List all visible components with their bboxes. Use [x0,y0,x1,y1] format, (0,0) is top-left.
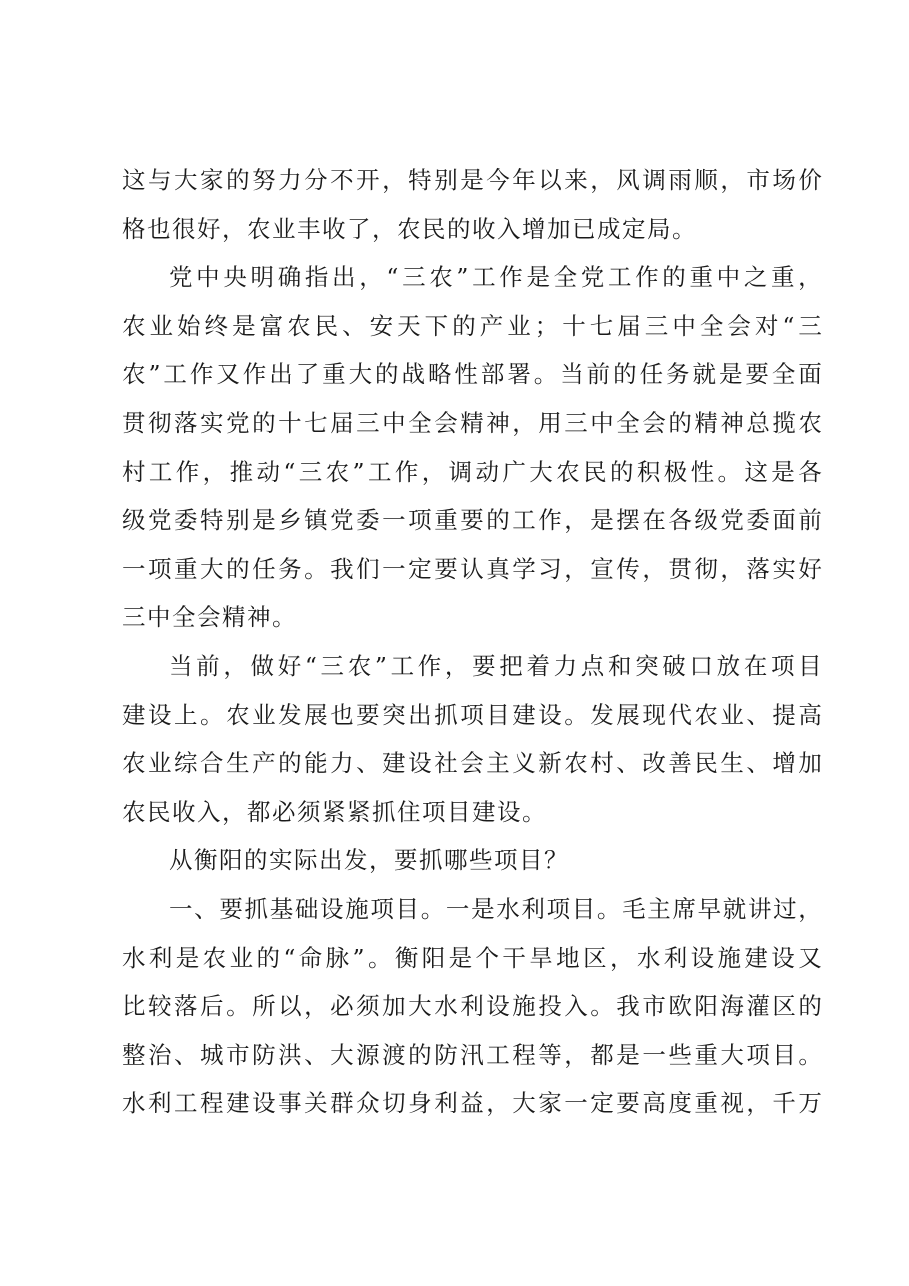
text-line: 格也很好，农业丰收了，农民的收入增加已成定局。 [122,214,697,243]
text-line: 一 项 重 大 的 任 务 。 我 们 一 定 要 认 真 学 习 ， 宣 传 ， 贯 彻 ， 落 实 好 [122,554,822,583]
text-line: 水 利 工 程 建 设 事 关 群 众 切 身 利 益 ， 大 家 一 定 要 高 度 重 视 ， 千 万 [122,1089,822,1118]
text-line: 建 设 上 。 农 业 发 展 也 要 突 出 抓 项 目 建 设 。 发 展 现 代 农 业 、 提 高 [122,700,822,729]
text-line: 三中全会精神。 [122,603,297,632]
text-line: 从衡阳的实际出发，要抓哪些项目？ [169,846,569,875]
document-body [122,156,822,1128]
text-line: 水 利 是 农 业 的 “ 命 脉 ” 。 衡 阳 是 个 干 旱 地 区 ， 水 利 设 施 建 设 又 [122,943,822,972]
text-line: 整 治 、 城 市 防 洪 、 大 源 渡 的 防 汛 工 程 等 ， 都 是 一 些 重 大 项 目 。 [122,1040,822,1069]
text-line: 贯 彻 落 实 党 的 十 七 届 三 中 全 会 精 神 ， 用 三 中 全 会 的 精 神 总 揽 农 [122,408,822,437]
text-line: 党 中 央 明 确 指 出 ， “ 三 农 ” 工 作 是 全 党 工 作 的 重 中 之 重 ， [169,263,822,292]
text-line: 农 ” 工 作 又 作 出 了 重 大 的 战 略 性 部 署 。 当 前 的 任 务 就 是 要 全 面 [122,360,822,389]
text-line: 比 较 落 后 。 所 以 ， 必 须 加 大 水 利 设 施 投 入 。 我 市 欧 阳 海 灌 区 的 [122,992,822,1021]
text-line: 当 前 ， 做 好 “ 三 农 ” 工 作 ， 要 把 着 力 点 和 突 破 口 放 在 项 目 [169,651,822,680]
text-line: 一 、 要 抓 基 础 设 施 项 目 。 一 是 水 利 项 目 。 毛 主 席 早 就 讲 过 ， [169,894,822,923]
text-line: 这 与 大 家 的 努 力 分 不 开 ， 特 别 是 今 年 以 来 ， 风 调 雨 顺 ， 市 场 价 [122,166,822,194]
text-line: 农 业 始 终 是 富 农 民 、 安 天 下 的 产 业 ； 十 七 届 三 中 全 会 对 “ 三 [122,311,822,340]
text-line: 村 工 作 ， 推 动 “ 三 农 ” 工 作 ， 调 动 广 大 农 民 的 积 极 性 。 这 是 各 [122,457,822,486]
text-line: 级 党 委 特 别 是 乡 镇 党 委 一 项 重 要 的 工 作 ， 是 摆 在 各 级 党 委 面 前 [122,506,822,535]
text-line: 农民收入，都必须紧紧抓住项目建设。 [122,797,547,826]
text-line: 农 业 综 合 生 产 的 能 力 、 建 设 社 会 主 义 新 农 村 、 改 善 民 生 、 增 加 [122,749,822,778]
